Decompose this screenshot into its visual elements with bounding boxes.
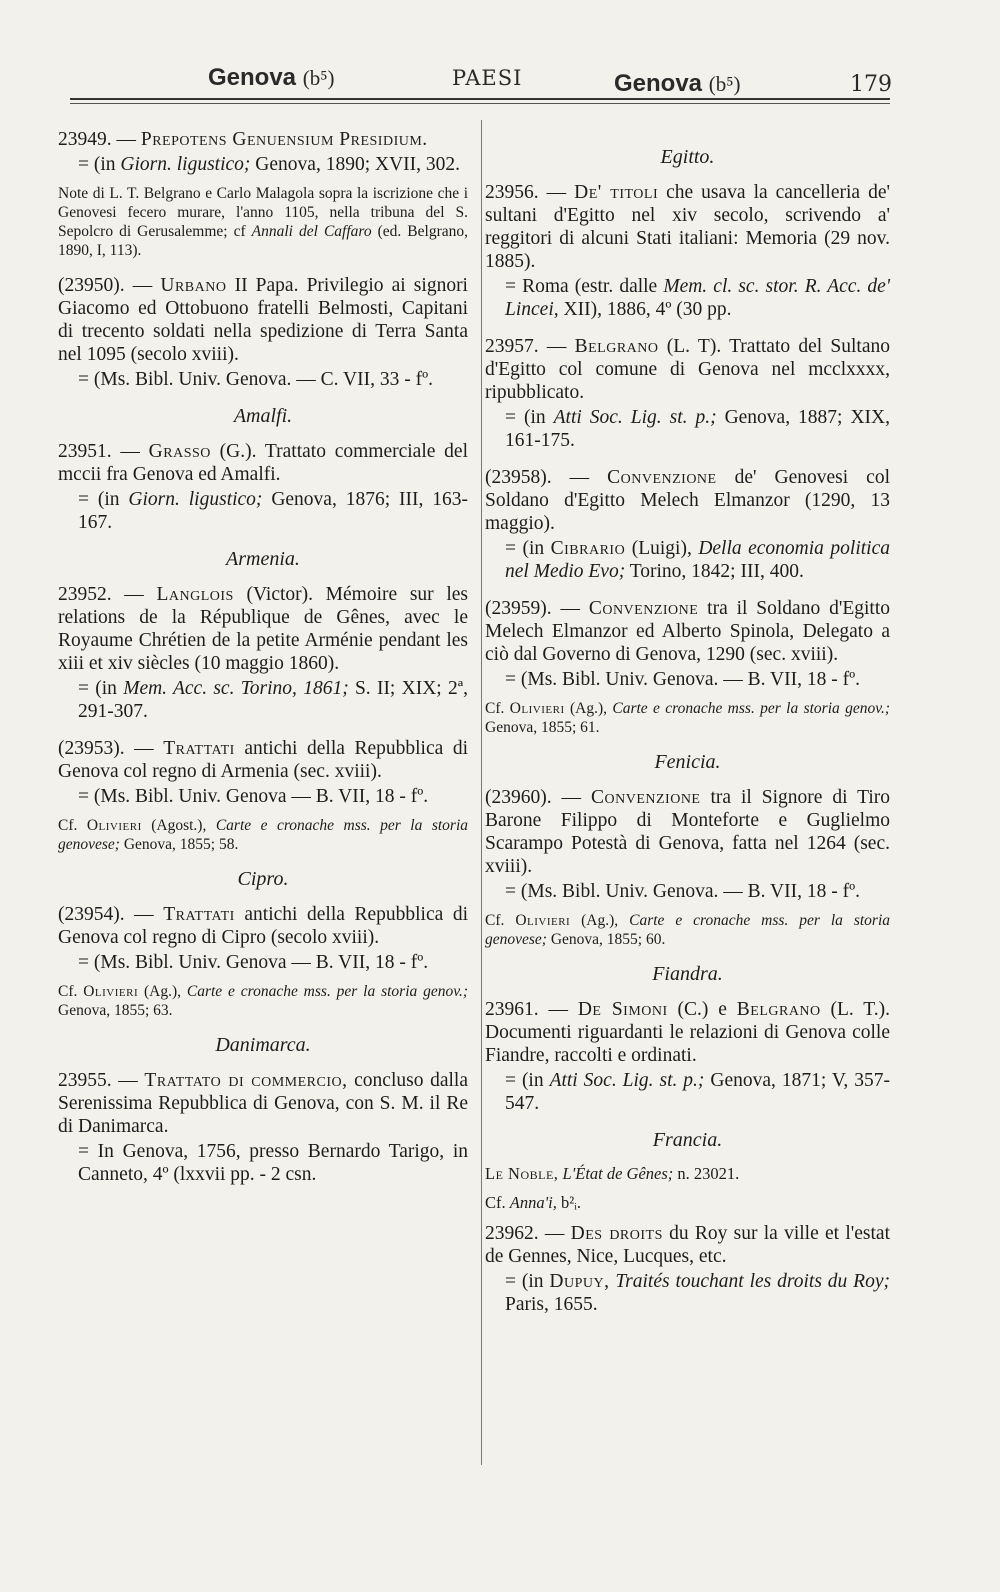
entry-reference: = (in Cibrario (Luigi), Della economia politica nel Medio Evo; Torino, 1842; III, 400. <box>505 538 890 582</box>
entry-23950: (23950). — Urbano II Papa. Privilegio ai signori Giacomo ed Ottobuono fratelli Belmosti, Capitani di trecento soldati nella spedizione di Terra Santa nel 1095 (secolo xviii). = (Ms. Bibl. Univ. Genova. — C. VII, 33 - fº. <box>58 275 468 390</box>
entry-23962: 23962. — Des droits du Roy sur la ville et l'estat de Gennes, Nice, Lucques, etc. = (in Dupuy, Traités touchant les droits du Roy; Paris, 1655. <box>485 1223 891 1315</box>
francia-cf: Cf. Anna'i, b²ᵢ. <box>485 1193 581 1212</box>
section-heading-cipro: Cipro. <box>237 868 289 890</box>
section-heading-amalfi: Amalfi. <box>233 405 293 427</box>
section-heading-egitto: Egitto. <box>660 146 715 168</box>
header-right-title: Genova (b⁵) <box>614 70 741 97</box>
right-column <box>485 128 890 1330</box>
entry-cf-note: Cf. Olivieri (Ag.), Carte e cronache mss. per la storia genov.; Genova, 1855; 61. <box>485 700 890 736</box>
running-header <box>58 62 890 114</box>
entry-reference: = (Ms. Bibl. Univ. Genova — B. VII, 18 - fº. <box>78 952 429 973</box>
section-heading-armenia: Armenia. <box>226 548 300 570</box>
header-rule <box>70 98 890 100</box>
section-heading-francia: Francia. <box>652 1129 723 1151</box>
entry-23957: 23957. — Belgrano (L. T). Trattato del Sultano d'Egitto col comune di Genova nel mcclxxxx, ripubblicato. = (in Atti Soc. Lig. st. p.; Genova, 1887; XIX, 161-175. <box>485 336 891 451</box>
entry-reference: = (in Mem. Acc. sc. Torino, 1861; S. II; XIX; 2ª, 291-307. <box>78 678 468 722</box>
column-divider <box>481 120 482 1465</box>
entry-reference: = (Ms. Bibl. Univ. Genova. — B. VII, 18 - fº. <box>505 881 861 902</box>
entry-reference: = (in Giorn. ligustico; Genova, 1876; III, 163-167. <box>78 489 468 533</box>
section-heading-danimarca: Danimarca. <box>215 1034 311 1056</box>
entry-reference: = (Ms. Bibl. Univ. Genova. — C. VII, 33 - fº. <box>78 369 434 390</box>
entry-23953: (23953). — Trattati antichi della Repubblica di Genova col regno di Armenia (sec. xviii). = (Ms. Bibl. Univ. Genova — B. VII, 18 - fº. Cf. Olivieri (Agost.), Carte e cronache mss. per la storia genovese; Genova, 1855; 58. <box>58 738 469 853</box>
entry-cf-note: Cf. Olivieri (Agost.), Carte e cronache mss. per la storia genovese; Genova, 1855; 58. <box>58 817 469 853</box>
entry-reference: = (Ms. Bibl. Univ. Genova — B. VII, 18 - fº. <box>78 786 429 807</box>
entry-note: Note di L. T. Belgrano e Carlo Malagola sopra la iscrizione che i Genovesi fecero murare, l'anno 1105, nella tribuna del S. Sepolcro di Gerusalemme; cf Annali del Caffaro (ed. Belgrano, 1890, I, 113). <box>58 185 468 259</box>
entry-reference: = (in Atti Soc. Lig. st. p.; Genova, 1887; XIX, 161-175. <box>505 407 890 451</box>
entry-23958: (23958). — Convenzione de' Genovesi col Soldano d'Egitto Melech Elmanzor (1290, 13 maggio). = (in Cibrario (Luigi), Della economia politica nel Medio Evo; Torino, 1842; III, 400. <box>485 467 890 582</box>
entry-23952: 23952. — Langlois (Victor). Mémoire sur les relations de la République de Gênes, avec le Royaume Chrétien de la petite Arménie pendant les xiii et xiv siècles (10 maggio 1860). = (in Mem. Acc. sc. Torino, 1861; S. II; XIX; 2ª, 291-307. <box>58 584 468 722</box>
entry-23961: 23961. — De Simoni (C.) e Belgrano (L. T.). Documenti riguardanti le relazioni di Genova colle Fiandre, raccolti e ordinati. = (in Atti Soc. Lig. st. p.; Genova, 1871; V, 357-547. <box>485 999 890 1114</box>
entry-reference: = (Ms. Bibl. Univ. Genova. — B. VII, 18 - fº. <box>505 669 861 690</box>
entry-23955: 23955. — Trattato di commercio, concluso dalla Serenissima Repubblica di Genova, con S. M. il Re di Danimarca. = In Genova, 1756, presso Bernardo Tarigo, in Canneto, 4º (lxxvii pp. - 2 csn. <box>58 1070 468 1185</box>
header-rule-thin <box>70 103 890 104</box>
entry-cf-note: Cf. Olivieri (Ag.), Carte e cronache mss. per la storia genovese; Genova, 1855; 60. <box>485 912 891 948</box>
entry-reference: = (in Atti Soc. Lig. st. p.; Genova, 1871; V, 357-547. <box>505 1070 890 1114</box>
section-heading-fenicia: Fenicia. <box>654 751 721 773</box>
entry-reference: = In Genova, 1756, presso Bernardo Tarigo, in Canneto, 4º (lxxvii pp. - 2 csn. <box>78 1141 468 1185</box>
entry-reference: = (in Giorn. ligustico; Genova, 1890; XVII, 302. <box>78 154 461 175</box>
entry-cf-note: Cf. Olivieri (Ag.), Carte e cronache mss. per la storia genov.; Genova, 1855; 63. <box>58 983 468 1019</box>
header-section: PAESI <box>452 66 523 90</box>
header-left-title: Genova (b⁵) <box>208 64 335 91</box>
francia-reference: Le Noble, L'État de Gênes; n. 23021. <box>485 1164 740 1183</box>
entry-23956: 23956. — De' titoli che usava la cancelleria de' sultani d'Egitto nel xiv secolo, scrivendo a' reggitori di alcuni Stati italiani: Memoria (29 nov. 1885). = Roma (estr. dalle Mem. cl. sc. stor. R. Acc. de' Lincei, XII), 1886, 4º (30 pp. <box>485 182 891 320</box>
page-number: 179 <box>850 72 892 97</box>
entry-23954: (23954). — Trattati antichi della Repubblica di Genova col regno di Cipro (secolo xviii). = (Ms. Bibl. Univ. Genova — B. VII, 18 - fº. Cf. Olivieri (Ag.), Carte e cronache mss. per la storia genov.; Genova, 1855; 63. <box>58 904 468 1019</box>
entry-reference: = Roma (estr. dalle Mem. cl. sc. stor. R. Acc. de' Lincei, XII), 1886, 4º (30 pp. <box>505 276 891 320</box>
entry-23949: 23949. — Prepotens Genuensium Presidium. = (in Giorn. ligustico; Genova, 1890; XVII, 302. Note di L. T. Belgrano e Carlo Malagola sopra la iscrizione che i Genovesi fecero murare, l'anno 1105, nella tribuna del S. Sepolcro di Gerusalemme; cf Annali del Caffaro (ed. Belgrano, 1890, I, 113). <box>58 129 468 259</box>
entry-reference: = (in Dupuy, Traités touchant les droits du Roy; Paris, 1655. <box>505 1271 890 1315</box>
left-column <box>58 128 468 1200</box>
entry-23960: (23960). — Convenzione tra il Signore di Tiro Barone Filippo di Monteforte e Guglielmo Scarampo Potestà di Genova, fatta nel 1264 (sec. xviii). = (Ms. Bibl. Univ. Genova. — B. VII, 18 - fº. Cf. Olivieri (Ag.), Carte e cronache mss. per la storia genovese; Genova, 1855; 60. <box>485 787 891 948</box>
section-heading-fiandra: Fiandra. <box>652 963 723 985</box>
entry-23951: 23951. — Grasso (G.). Trattato commerciale del mccii fra Genova ed Amalfi. = (in Giorn. ligustico; Genova, 1876; III, 163-167. <box>58 441 468 533</box>
entry-23959: (23959). — Convenzione tra il Soldano d'Egitto Melech Elmanzor ed Alberto Spinola, Delegato a ciò dal Governo di Genova, 1290 (sec. xviii). = (Ms. Bibl. Univ. Genova. — B. VII, 18 - fº. Cf. Olivieri (Ag.), Carte e cronache mss. per la storia genov.; Genova, 1855; 61. <box>485 598 890 736</box>
